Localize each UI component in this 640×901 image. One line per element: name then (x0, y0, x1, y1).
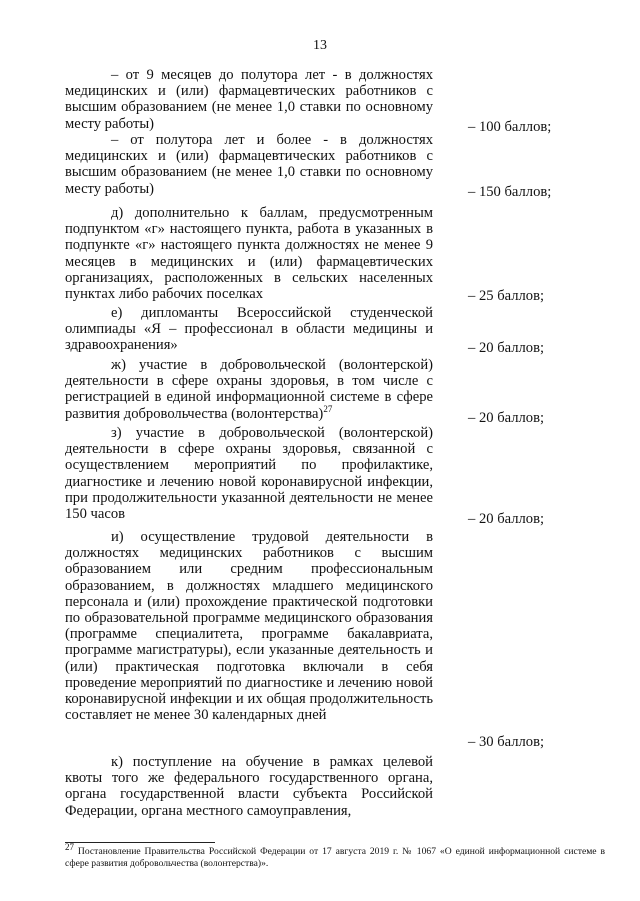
item-d-score: – 25 баллов; (468, 288, 545, 304)
item-2-text: – от полутора лет и более - в должностях медицинских и (или) фармацевтических работников с высшим образованием (не менее 1,0 ставки по основному месту работы) (65, 132, 433, 197)
item-i-score: – 30 баллов; (468, 734, 545, 750)
item-zh-score: – 20 баллов; (468, 410, 545, 426)
item-zh-text: ж) участие в добровольческой (волонтерской) деятельности в сфере охраны здоровья, в том числе с регистрацией в единой информационной системе в сфере развития добровольчества (волонтерства)$^{27}$ (65, 357, 433, 422)
item-e-text: е) дипломанты Всероссийской студенческой олимпиады «Я – профессионал в области медицины и здравоохранения» (65, 305, 433, 354)
page-number: 13 (313, 38, 327, 53)
item-1-score: – 100 баллов; (468, 119, 552, 135)
item-i-text: и) осуществление трудовой деятельности в должностях медицинских работников с высшим образованием или средним профессиональным образованием, в должностях младшего медицинского персонала и (или) прохождение практической подготовки по образовательной программе медицинского образования (программе специалитета, программе бакалавриата, программе магистратуры), если указанные деятельность и (или) практическая подготовка включали в себя проведение мероприятий по диагностике и лечению новой коронавирусной инфекции и их общая продолжительность составляет не менее 30 календарных дней (65, 529, 433, 724)
footnote-ref-27: 27 (323, 403, 333, 414)
item-z-text: з) участие в добровольческой (волонтерской) деятельности в сфере охраны здоровья, связанной с осуществлением мероприятий по профилактике, диагностике и лечению новой коронавирусной инфекции, при продолжительности указанной деятельности не менее 150 часов (65, 425, 433, 523)
footnote-separator (65, 842, 215, 843)
item-z-score: – 20 баллов; (468, 511, 545, 527)
item-d-text: д) дополнительно к баллам, предусмотренным подпунктом «г» настоящего пункта, работа в указанных в подпункте «г» настоящего пункта должностях не менее 9 месяцев в медицинских и (или) фармацевтических организациях, расположенных в сельских населенных пунктах либо рабочих поселках (65, 205, 433, 303)
footnote: $^{27}$ Постановление Правительства Российской Федерации от 17 августа 2019 г. № 1067 «О единой информационной системе в сфере развития добровольчества (волонтерства)». (65, 841, 605, 869)
item-k-text: к) поступление на обучение в рамках целевой квоты того же федерального государственного органа, органа государственной власти субъекта Российской Федерации, органа местного самоуправления, (65, 754, 433, 819)
item-2-score: – 150 баллов; (468, 184, 552, 200)
item-e-score: – 20 баллов; (468, 340, 545, 356)
item-1-text: – от 9 месяцев до полутора лет - в должностях медицинских и (или) фармацевтических работников с высшим образованием (не менее 1,0 ставки по основному месту работы) (65, 67, 433, 132)
